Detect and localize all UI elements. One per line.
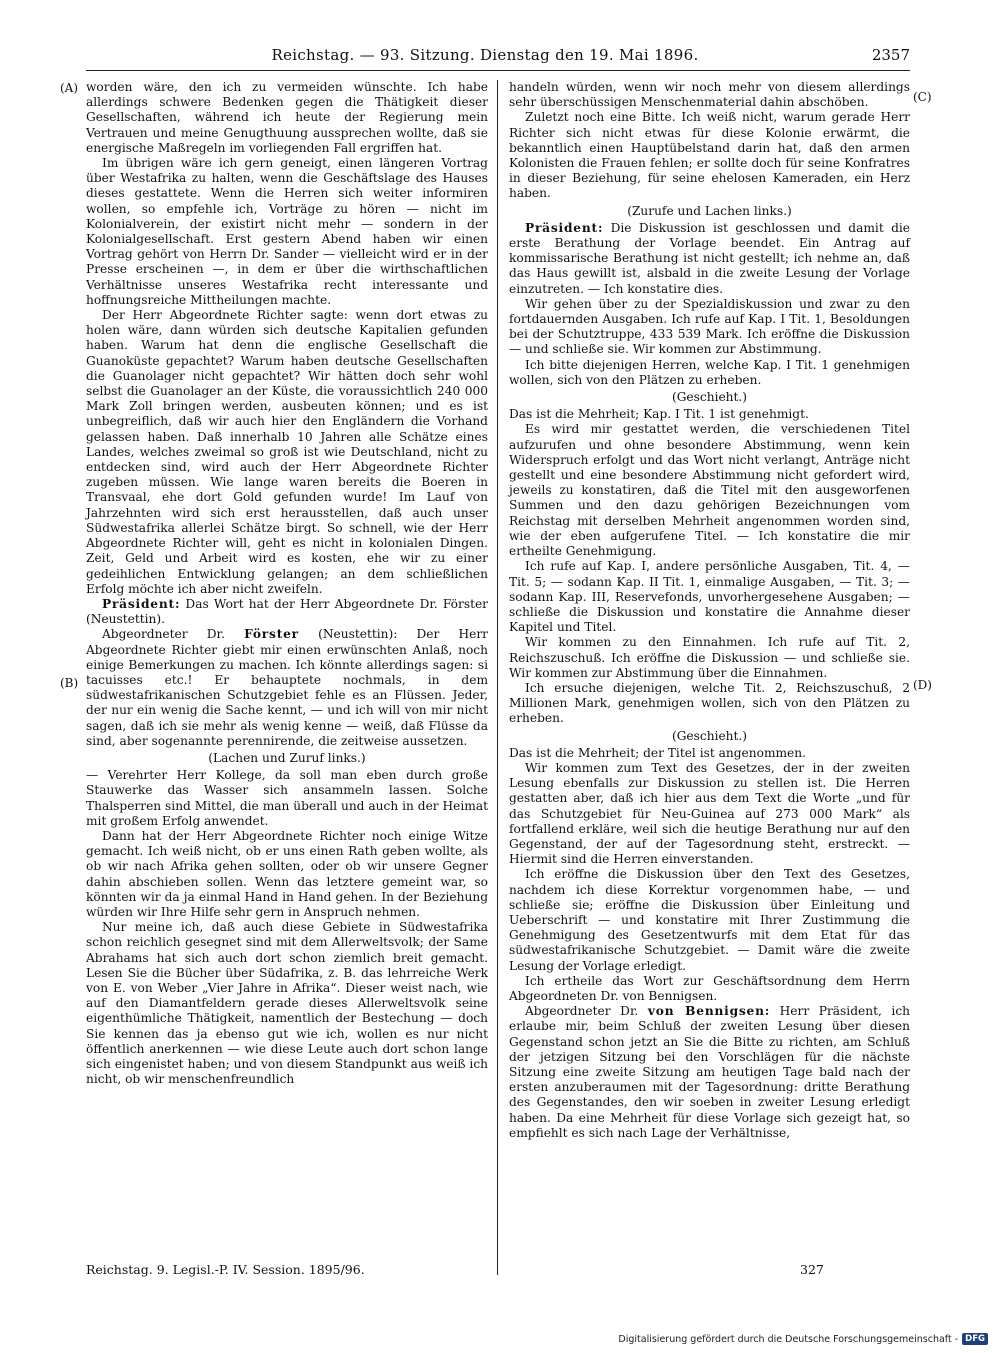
paragraph: — Verehrter Herr Kollege, da soll man eben durch große Stauwerke das Wasser sich ansammeln lassen. Solche Thalsperren sind Mittel, die man überall und auch in der Heimat mit großem Erfolg anwendet. (86, 768, 488, 828)
right-column (509, 80, 910, 1141)
paragraph: Das ist die Mehrheit; der Titel ist angenommen. (509, 745, 806, 760)
paragraph: Dann hat der Herr Abgeordnete Richter noch einige Witze gemacht. Ich weiß nicht, ob er uns einen Rath geben wollte, als ob wir nach Afrika gehen sollten, oder ob wir unsere Gegner dahin abschieben sollen. Wenn das letztere gemeint war, so könnten wir da ja einmal Hand in Hand gehen. In der Beziehung würden wir Ihre Hilfe sehr gern in Anspruch nehmen. (86, 828, 488, 919)
paragraph: Der Herr Abgeordnete Richter sagte: wenn dort etwas zu holen wäre, dann würden sich deutsche Kapitalien gefunden haben. Warum hat denn die englische Gesellschaft die Guanoküste gepachtet? Warum haben deutsche Gesellschaften die Guanolager nicht gepachtet? Wir hätten doch sehr wohl selbst die Guanolager an der Küste, die voraussichtlich 240 000 Mark Zoll bringen werden, ausbeuten können; und es ist unbegreiflich, daß wir auch hier den Engländern die Vorhand gelassen haben. Daß innerhalb 10 Jahren alle Schätze eines Landes, welches zweimal so groß ist wie Deutschland, nicht zu entdecken sind, wird auch der Herr Abgeordnete Richter zugeben müssen. Wie lange waren bereits die Boeren in Transvaal, ehe dort Gold gefunden wurde! Im Lauf von Jahrzehnten wird sich erst herausstellen, daß auch unser Südwestafrika allerlei Schätze birgt. So schnell, wie der Herr Abgeordnete Richter will, geht es nicht in kolonialen Dingen. Zeit, Geld und Arbeit wird es kosten, ehe wir zu einer gedeihlichen Entwicklung gelangen; an dem schließlichen Erfolg möchte ich aber nicht zweifeln. (86, 308, 488, 596)
paragraph: Zuletzt noch eine Bitte. Ich weiß nicht, warum gerade Herr Richter sich nicht etwas für diese Kolonie erwärmt, die bekanntlich einen Hauptübelstand darin hat, daß den armen Kolonisten die Frauen fehlen; er sollte doch für seine Konfratres in dieser Beziehung, für seine ehelosen Kameraden, ein Herz haben. (509, 110, 910, 201)
footer-session-info: Reichstag. 9. Legisl.-P. IV. Session. 1895/96. (86, 1262, 365, 1277)
paragraph: Ich bitte diejenigen Herren, welche Kap. I Tit. 1 genehmigen wollen, sich von den Plätzen zu erheben. (509, 357, 910, 387)
paragraph: Ich rufe auf Kap. I, andere persönliche Ausgaben, Tit. 4, — Tit. 5; — sodann Kap. II Tit. 1, einmalige Ausgaben, — Tit. 3; — sodann Kap. III, Reservefonds, unvorhergesehene Ausgaben; — schließe die Diskussion und konstatire die Annahme dieser Kapitel und Titel. (509, 559, 910, 635)
speech-text: (Neustettin): Der Herr Abgeordnete Richter giebt mir einen erwünschten Anlaß, noch einige Bemerkungen zu machen. Ich könnte allerdings sagen: si tacuisses etc.! Er behauptete nochmals, in dem südwestafrikanischen Schutzgebiet fehle es an Flüssen. Jeder, der nur ein wenig die Sache kennt, — und ich will von mir nicht sagen, daß ich sie mehr als wenig kenne — weiß, daß Flüsse da sind, aber sogenannte perennirende, die zeitweise aussetzen. (86, 627, 489, 748)
page-number: 2357 (871, 46, 910, 64)
credit-text: Digitalisierung gefördert durch die Deutsche Forschungsgemeinschaft - (618, 1333, 959, 1345)
page-header (60, 46, 910, 68)
paragraph: worden wäre, den ich zu vermeiden wünschte. Ich habe allerdings schwere Bedenken gegen die Thätigkeit dieser Gesellschaften, während ich heute der Regierung mein Vertrauen und meine Genugthuung aussprechen wollte, daß sie energische Maßregeln im vorliegenden Fall ergriffen hat. (86, 80, 488, 155)
interjection: (Geschieht.) (671, 390, 748, 405)
speaker-label: Präsident: (102, 596, 181, 611)
speech-text: Das Wort hat der Herr Abgeordnete Dr. Förster (Neustettin). (86, 596, 489, 627)
interjection: (Lachen und Zuruf links.) (208, 750, 366, 765)
margin-marker-a: (A) (60, 81, 79, 95)
speaker-title: Abgeordneter Dr. (102, 627, 225, 642)
speaker-label: von Bennigsen: (647, 1004, 771, 1019)
header-title: Reichstag. — 93. Sitzung. Dienstag den 19. Mai 1896. (271, 46, 699, 64)
paragraph: Das ist die Mehrheit; Kap. I Tit. 1 ist genehmigt. (509, 407, 809, 422)
paragraph: Ich ertheile das Wort zur Geschäftsordnung dem Herrn Abgeordneten Dr. von Bennigsen. (509, 973, 910, 1003)
margin-marker-b: (B) (60, 676, 79, 690)
paragraph: Nur meine ich, daß auch diese Gebiete in Südwestafrika schon reichlich gesegnet sind mit dem Allerweltsvolk; der Same Abrahams hat sich auch dort schon ziemlich breit gemacht. Lesen Sie die Bücher über Südafrika, z. B. das lehrreiche Werk von E. von Weber „Vier Jahre in Afrika“. Dieser weist nach, wie auf den Diamantfeldern gerade dieses Allerweltsvolk seine eigenthümliche Thätigkeit, namentlich der Bestechung — doch Sie kennen das ja ebenso gut wie ich, wollen es nur nicht öffentlich anerkennen — wie diese Leute auch dort schon lange sich eingenistet haben; und von diesem Standpunkt aus weiß ich nicht, ob wir menschenfreundlich (86, 920, 488, 1087)
speaker-label: Präsident: (525, 220, 604, 235)
paragraph (509, 221, 910, 297)
dfg-logo-icon: DFG (962, 1333, 988, 1345)
speech-text: Herr Präsident, ich erlaube mir, beim Schluß der zweiten Lesung über diesen Gegenstand schon jetzt an Sie die Bitte zu richten, am Schluß der jetzigen Sitzung bei den Vorschlägen für die nächste Sitzung eine zweite Sitzung am heutigen Tage bald nach der ersten anzuberaumen mit der Tagesordnung: dritte Berathung des Gegenstandes, den wir soeben in zweiter Lesung erledigt haben. Da eine Mehrheit für diese Vorlage sich gezeigt hat, so empfiehlt es sich nach Lage der Verhältnisse, (509, 1004, 911, 1140)
paragraph: Wir kommen zu den Einnahmen. Ich rufe auf Tit. 2, Reichszuschuß. Ich eröffne die Diskussion — und schließe sie. Wir kommen zur Abstimmung über die Einnahmen. (509, 635, 910, 680)
interjection: (Zurufe und Lachen links.) (627, 203, 792, 218)
speech-text: Die Diskussion ist geschlossen und damit die erste Berathung der Vorlage beendet. Ein Antrag auf kommissarische Berathung ist nicht gestellt; ich nehme an, daß das Haus gewillt ist, alsbald in die zweite Lesung der Vorlage einzutreten. — Ich konstatire dies. (509, 220, 910, 296)
paragraph: Wir gehen über zu der Spezialdiskussion und zwar zu den fortdauernden Ausgaben. Ich rufe auf Kap. I Tit. 1, Besoldungen bei der Schutztruppe, 433 539 Mark. Ich eröffne die Diskussion — und schließe sie. Wir kommen zur Abstimmung. (509, 296, 910, 357)
margin-marker-c: (C) (913, 90, 932, 104)
speaker-label: Förster (244, 627, 299, 642)
paragraph: Wir kommen zum Text des Gesetzes, der in der zweiten Lesung ebenfalls zur Diskussion zu stellen ist. Die Herren gestatten aber, daß ich hier aus dem Text die Worte „und für das Schutzgebiet für Neu-Guinea auf 273 000 Mark“ als fortfallend erkläre, weil sich die heutige Berathung nur auf den Gegenstand, der auf der Tagesordnung steht, erstreckt. — Hiermit sind die Herren einverstanden. (509, 760, 910, 867)
paragraph: Ich eröffne die Diskussion über den Text des Gesetzes, nachdem ich diese Korrektur vorgenommen habe, — und schließe sie; eröffne die Diskussion über Einleitung und Ueberschrift — und konstatire mit Ihrer Zustimmung die Genehmigung des Gesetzentwurfs mit dem Etat für das südwestafrikanische Schutzgebiet. — Damit wäre die zweite Lesung der Vorlage erledigt. (509, 867, 910, 973)
paragraph (86, 597, 488, 627)
left-column (86, 80, 488, 1087)
paragraph (86, 627, 488, 749)
speaker-title: Abgeordneter Dr. (525, 1004, 639, 1019)
paragraph: Ich ersuche diejenigen, welche Tit. 2, Reichszuschuß, 2 Millionen Mark, genehmigen wollen, sich von den Plätzen zu erheben. (509, 680, 910, 726)
interjection: (Geschieht.) (671, 728, 748, 743)
footer-sheet-number: 327 (800, 1262, 824, 1277)
column-divider (497, 80, 498, 1275)
digitization-credit (618, 1333, 988, 1345)
paragraph: Es wird mir gestattet werden, die verschiedenen Titel aufzurufen und ohne besondere Abstimmung, wenn kein Widerspruch erfolgt und das Wort nicht verlangt, Anträge nicht gestellt und eine besondere Abstimmung nicht gefordert wird, jeweils zu konstatiren, daß die Titel mit den ausgeworfenen Summen und den dazu gehörigen Bezeichnungen vom Reichstag mit derselben Mehrheit angenommen worden sind, wie der eben aufgerufene Titel. — Ich konstatire die mir ertheilte Genehmigung. (509, 422, 910, 559)
paragraph: Im übrigen wäre ich gern geneigt, einen längeren Vortrag über Westafrika zu halten, wenn die Geschäftslage des Hauses dieses gestattete. Wenn die Herren sich weiter informiren wollen, so empfehle ich, Vorträge zu hören — nicht im Kolonialverein, der existirt nicht mehr — sondern in der Kolonialgesellschaft. Erst gestern Abend haben wir einen Vortrag gehört von Herrn Dr. Sander — vielleicht wird er in der Presse erscheinen —, in dem er über die wirthschaftlichen Verhältnisse unseres Westafrika recht interessante und hoffnungsreiche Mittheilungen machte. (86, 156, 488, 307)
paragraph: handeln würden, wenn wir noch mehr von diesem allerdings sehr überschüssigen Menschenmaterial dahin abschöben. (509, 80, 910, 110)
paragraph (509, 1004, 910, 1141)
margin-marker-d: (D) (913, 678, 932, 692)
header-rule (86, 70, 910, 71)
